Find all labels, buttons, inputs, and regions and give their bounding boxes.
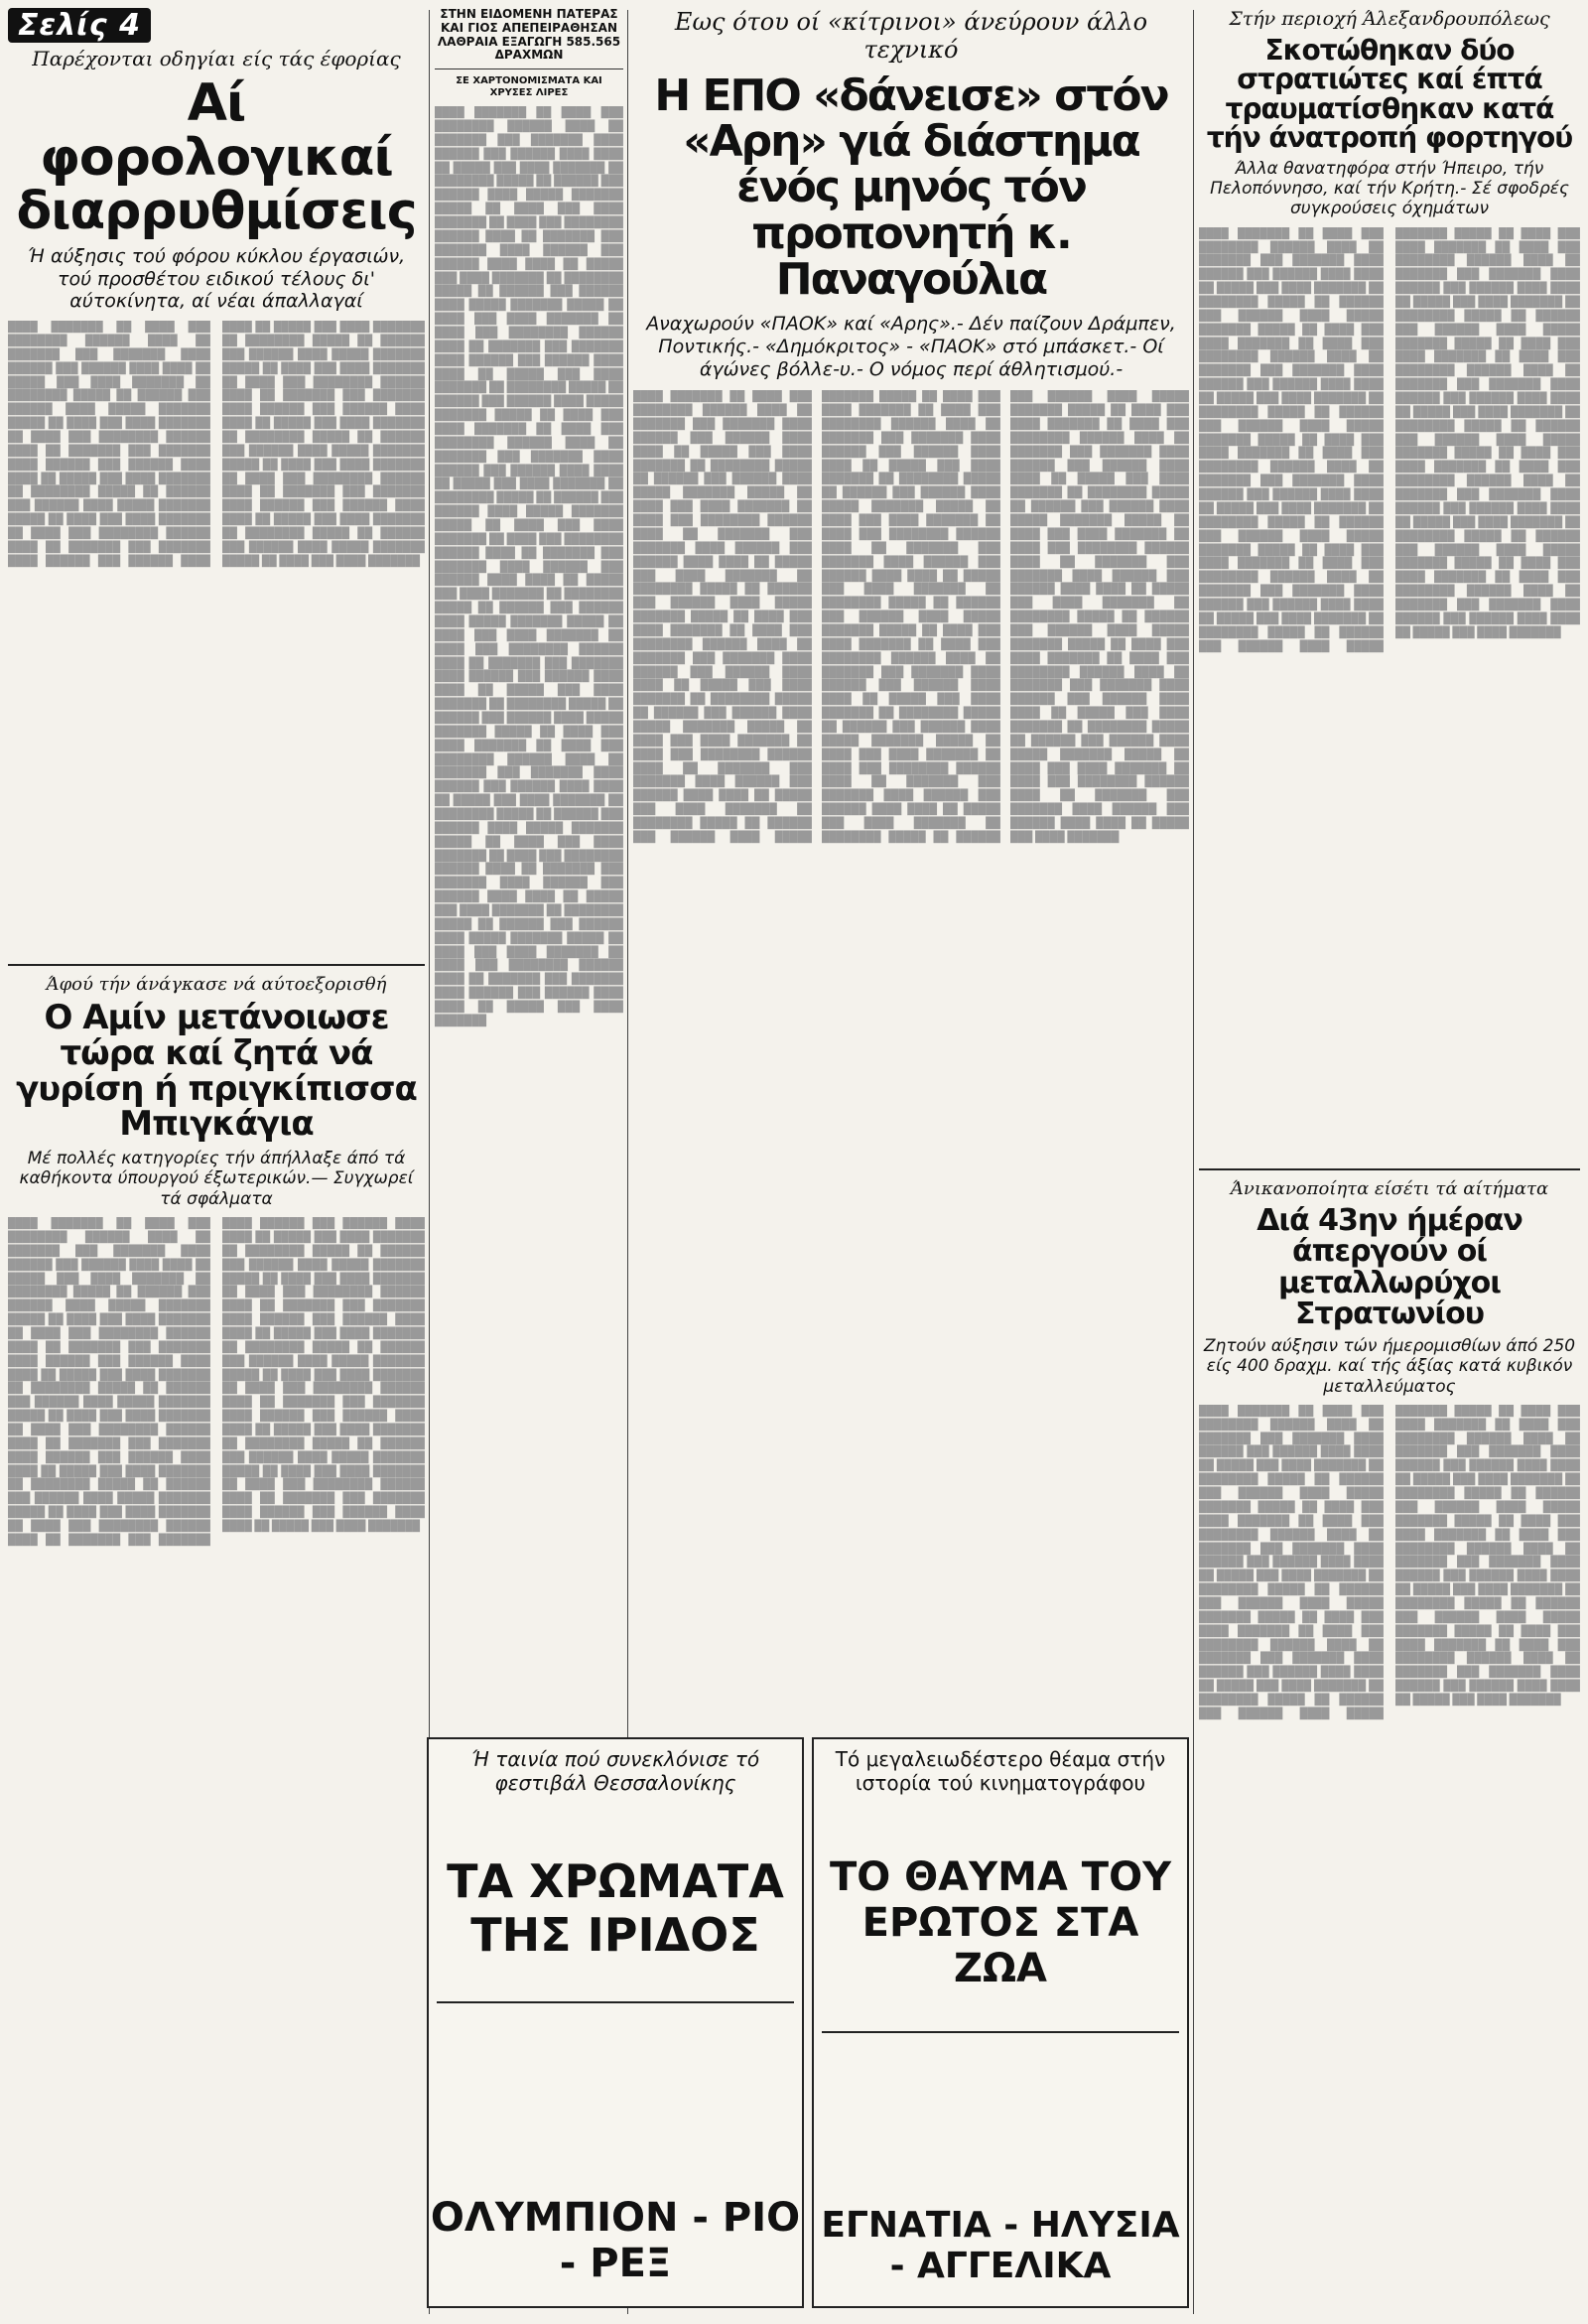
story-subhead: ΣΕ ΧΑΡΤΟΝΟΜΙΣΜΑΤΑ ΚΑΙ ΧΡΥΣΕΣ ΛΙΡΕΣ xyxy=(456,75,602,98)
story-subhead: Άλλα θανατηφόρα στήν Ήπειρο, τήν Πελοπόννησο, καί τήν Κρήτη.- Σέ σφοδρές συγκρούσεις όχημάτων xyxy=(1210,158,1569,219)
story-kicker: Παρέχονται οδηγίαι είς τάς έφορίας xyxy=(32,47,401,70)
story2-kicker: Άνικανοποίητα είσέτι τά αίτήματα xyxy=(1230,1177,1549,1199)
divider xyxy=(435,68,623,69)
article-body-filler: ████ ███████ ██ ████ ███ ████████ ██████ ████ ██ ███████ ███ ███████ ████ ██████ ███ ██████ ████ ████ ██ █████ ███ ████ ███████ ██ ████████ █████ ██ ██████ ███ ██████ ████ █████ ███████ █████ ██ ████ ███ ████ ███████ ██ ████ ███ ████████ ██████ ████ ██ ███████ ███ ███████ ████ ██████ ███ ██████ ████ ████ ██ █████ ███ ████ ███████ ██ ████████ █████ ██ ██████ ███ ██████ ████ █████ ███████ █████ ██ ████ ███ ████ ███████ ██ ████ ███ ████████ ██████ ████ ██ ███████ ███ ███████ ████ ██████ ███ ██████ ████ ████ ██ █████ ███ ████ ███████ ██ ████████ █████ ██ ██████ ███ ██████ ████ █████ ███████ █████ ██ ████ ███ ████ ███████ ██ ████ ███ ████████ ██████ ████ ██ ███████ ███ ███████ ████ ██████ ███ ██████ ████ ████ ██ █████ ███ ████ ███████ ██ ████████ █████ ██ ██████ ███ ██████ ████ █████ ███████ █████ ██ ████ ███ ████ ███████ ██ ████ ███ ████████ ██████ ████ ██ ███████ ███ ███████ ████ ██████ ███ ██████ ████ ████ ██ █████ ███ ████ ███████ ██ ████████ █████ ██ ██████ ███ ██████ ████ █████ ███████ █████ ██ ████ ███ ████ ███████ ██ ████ ███ ████████ ██████ ████ ██ ███████ ███ ███████ ████ ██████ ███ ██████ ████ ████ ██ █████ ███ ████ ███████ ██ ████████ █████ ██ ██████ ███ ██████ ████ █████ ███████ █████ ██ ████ ███ ████ ███████ ██ ████ ███ ████████ ██████ ████ ██ ███████ ███ ███████ ████ ██████ ███ ██████ ████ ████ ██ █████ ███ ████ ███████ xyxy=(8,1218,425,1546)
ad-cinemas: ΟΛΥΜΠΙΟΝ - ΡΙΟ - ΡΕΞ xyxy=(430,2195,801,2286)
story2-headline: Ο Αμίν μετάνοιωσε τώρα καί ζητά νά γυρίση ή πριγκίπισσα Μπιγκάγια xyxy=(16,998,417,1145)
ad-film-title: ΤΟ ΘΑΥΜΑ ΤΟΥ ΕΡΩΤΟΣ ΣΤΑ ΖΩΑ xyxy=(829,1854,1172,1991)
ad-cinemas: ΕΓΝΑΤΙΑ - ΗΛΥΣΙΑ - ΑΓΓΕΛΙΚΑ xyxy=(821,2205,1180,2286)
ad-film-title: ΤΑ ΧΡΩΜΑΤΑ ΤΗΣ ΙΡΙΔΟΣ xyxy=(447,1854,784,1962)
main-headline: Η ΕΠΟ «δάνεισε» στόν «Αρη» γιά διάστημα ένός μηνός τόν προπονητή κ. Παναγούλια xyxy=(654,70,1168,305)
story-subhead: Ή αύξησις τού φόρου κύκλου έργασιών, τού προσθέτου ειδικού τέλους δι' αύτοκίνητα, αί νέαι άπαλλαγαί xyxy=(27,244,406,313)
divider xyxy=(437,2001,794,2003)
column-6 xyxy=(1199,8,1580,2316)
ad-intro: Ή ταινία πού συνεκλόνισε τό φεστιβάλ Θεσσαλονίκης xyxy=(470,1747,760,1795)
cinema-ad-left xyxy=(427,1737,804,2308)
story2-kicker: Άφού τήν άνάγκασε νά αύτοεξορισθή xyxy=(46,974,387,996)
article-body-filler: ████ ███████ ██ ████ ███ ████████ ██████ ████ ██ ███████ ███ ███████ ████ ██████ ███ ██████ ████ ████ ██ █████ ███ ████ ███████ ██ ████████ █████ ██ ██████ ███ ██████ ████ █████ ███████ █████ ██ ████ ███ ████ ███████ ██ ████ ███ ████████ ██████ ████ ██ ███████ ███ ███████ ████ ██████ ███ ██████ ████ ████ ██ █████ ███ ████ ███████ ██ ████████ █████ ██ ██████ ███ ██████ ████ █████ ███████ █████ ██ ████ ███ ████ ███████ ██ ████ ███ ████████ ██████ ████ ██ ███████ ███ ███████ ████ ██████ ███ ██████ ████ ████ ██ █████ ███ ████ ███████ ██ ████████ █████ ██ ██████ ███ ██████ ████ █████ ███████ █████ ██ ████ ███ ████ ███████ ██ ████ ███ ████████ ██████ ████ ██ ███████ ███ ███████ ████ ██████ ███ ██████ ████ ████ ██ █████ ███ ████ ███████ ██ ████████ █████ ██ ██████ ███ ██████ ████ █████ ███████ █████ ██ ████ ███ ████ ███████ ██ ████ ███ ████████ ██████ ████ ██ ███████ ███ ███████ ████ ██████ ███ ██████ ████ ████ ██ █████ ███ ████ ███████ ██ ████████ █████ ██ ██████ ███ ██████ ████ █████ ███████ █████ ██ ████ ███ ████ ███████ ██ ████ ███ ████████ ██████ ████ ██ ███████ ███ ███████ ████ ██████ ███ ██████ ████ ████ ██ █████ ███ ████ ███████ xyxy=(1199,1405,1580,1719)
main-kicker: Εως ότου οί «κίτρινοι» άνεύρουν άλλο τεχνικό xyxy=(674,8,1148,64)
divider xyxy=(1199,1168,1580,1170)
article-body-filler: ████ ███████ ██ ████ ███ ████████ ██████ ████ ██ ███████ ███ ███████ ████ ██████ ███ ██████ ████ ████ ██ █████ ███ ████ ███████ ██ ████████ █████ ██ ██████ ███ ██████ ████ █████ ███████ █████ ██ ████ ███ ████ ███████ ██ ████ ███ ████████ ██████ ████ ██ ███████ ███ ███████ ████ ██████ ███ ██████ ████ ████ ██ █████ ███ ████ ███████ ██ ████████ █████ ██ ██████ ███ ██████ ████ █████ ███████ █████ ██ ████ ███ ████ ███████ ██ ████ ███ ████████ ██████ ████ ██ ███████ ███ ███████ ████ ██████ ███ ██████ ████ ████ ██ █████ ███ ████ ███████ ██ ████████ █████ ██ ██████ ███ ██████ ████ █████ ███████ █████ ██ ████ ███ ████ ███████ ██ ████ ███ ████████ ██████ ████ ██ ███████ ███ ███████ ████ ██████ ███ ██████ ████ ████ ██ █████ ███ ████ ███████ ██ ████████ █████ ██ ██████ ███ ██████ ████ █████ ███████ █████ ██ ████ ███ ████ ███████ ██ ████ ███ ████████ ██████ ████ ██ ███████ ███ ███████ ████ ██████ ███ ██████ ████ ████ ██ █████ ███ ████ ███████ ██ ████████ █████ ██ ██████ ███ ██████ ████ █████ ███████ █████ ██ ████ ███ ████ ███████ xyxy=(8,322,425,567)
main-subhead: Αναχωρούν «ΠΑΟΚ» καί «Αρης».- Δέν παίζουν Δράμπεν, Ποντικής.- «Δημόκριτος» - «ΠΑΟΚ» στό μπάσκετ.- Οί άγώνες βόλλε-υ.- Ο νόμος περί άθλητισμού.- xyxy=(646,312,1176,380)
column-rule xyxy=(1193,10,1194,2314)
article-body-filler: ████ ███████ ██ ████ ███ ████████ ██████ ████ ██ ███████ ███ ███████ ████ ██████ ███ ██████ ████ ████ ██ █████ ███ ████ ███████ ██ ████████ █████ ██ ██████ ███ ██████ ████ █████ ███████ █████ ██ ████ ███ ████ ███████ ██ ████ ███ ████████ ██████ ████ ██ ███████ ███ ███████ ████ ██████ ███ ██████ ████ ████ ██ █████ ███ ████ ███████ ██ ████████ █████ ██ ██████ ███ ██████ ████ █████ ███████ █████ ██ ████ ███ ████ ███████ ██ ████ ███ ████████ ██████ ████ ██ ███████ ███ ███████ ████ ██████ ███ ██████ ████ ████ ██ █████ ███ ████ ███████ ██ ████████ █████ ██ ██████ ███ ██████ ████ █████ ███████ █████ ██ ████ ███ ████ ███████ ██ ████ ███ ████████ ██████ ████ ██ ███████ ███ ███████ ████ ██████ ███ ██████ ████ ████ ██ █████ ███ ████ ███████ ██ ████████ █████ ██ ██████ ███ ██████ ████ █████ ███████ █████ ██ ████ ███ ████ ███████ ██ ████ ███ ████████ ██████ ████ ██ ███████ ███ ███████ ████ ██████ ███ ██████ ████ ████ ██ █████ ███ ████ ███████ ██ ████████ █████ ██ ██████ ███ ██████ ████ █████ ███████ █████ ██ ████ ███ ████ ███████ ██ ████ ███ ████████ ██████ ████ ██ ███████ ███ ███████ ████ ██████ ███ ██████ ████ ████ ██ █████ ███ ████ ███████ ██ ████████ █████ ██ ██████ ███ ██████ ████ █████ ███████ █████ ██ ████ ███ ████ ███████ ██ ████ ███ ████████ ██████ ████ ██ ███████ ███ ███████ ████ ██████ ███ ██████ ████ ████ ██ █████ ███ ████ ███████ ██ ████████ █████ ██ ██████ ███ ██████ ████ █████ ███████ █████ ██ ████ ███ ████ ███████ ██ ████ ███ ████████ ██████ ████ ██ ███████ ███ ███████ ████ ██████ ███ ██████ ████ ████ ██ █████ ███ ████ ███████ ██ ████████ █████ ██ ██████ ███ ██████ ████ █████ ███████ █████ ██ ████ ███ ████ ███████ ██ ████ ███ ████████ ██████ ████ ██ ███████ ███ ███████ ████ ██████ ███ ██████ ████ ████ ██ █████ ███ ████ ███████ ██ ████████ █████ ██ ██████ ███ ██████ ████ █████ ███████ █████ ██ ████ ███ ████ ███████ ██ ████ ███ ████████ ██████ ████ ██ ███████ ███ ███████ ████ ██████ ███ ██████ ████ ████ ██ █████ ███ ████ ███████ ██ ████████ █████ ██ ██████ ███ ██████ ████ █████ ███████ █████ ██ ████ ███ ████ ███████ ██ ████ ███ ████████ ██████ ████ ██ ███████ ███ ███████ ████ ██████ ███ ██████ ████ ████ ██ █████ ███ ████ ███████ ██ ████████ █████ ██ ██████ ███ ██████ ████ █████ ███████ █████ ██ ████ ███ ████ ███████ ██ ████ ███ ████████ ██████ ████ ██ ███████ ███ ███████ ████ ██████ ███ ██████ ████ ████ ██ █████ ███ ████ ███████ xyxy=(633,391,1189,843)
column-1 xyxy=(8,8,425,2316)
story-headline: Σκοτώθηκαν δύο στρατιώτες καί έπτά τραυματίσθηκαν κατά τήν άνατροπή φορτηγού xyxy=(1206,34,1573,155)
story-headline: Αί φορολογικαί διαρρυθμίσεις xyxy=(16,73,417,242)
article-body-filler: ████ ███████ ██ ████ ███ ████████ ██████ ████ ██ ███████ ███ ███████ ████ ██████ ███ ██████ ████ ████ ██ █████ ███ ████ ███████ ██ ████████ █████ ██ ██████ ███ ██████ ████ █████ ███████ █████ ██ ████ ███ ████ ███████ ██ ████ ███ ████████ ██████ ████ ██ ███████ ███ ███████ ████ ██████ ███ ██████ ████ ████ ██ █████ ███ ████ ███████ ██ ████████ █████ ██ ██████ ███ ██████ ████ █████ ███████ █████ ██ ████ ███ ████ ███████ ██ ████ ███ ████████ ██████ ████ ██ ███████ ███ ███████ ████ ██████ ███ ██████ ████ ████ ██ █████ ███ ████ ███████ ██ ████████ █████ ██ ██████ ███ ██████ ████ █████ ███████ █████ ██ ████ ███ ████ ███████ ██ ████ ███ ████████ ██████ ████ ██ ███████ ███ ███████ ████ ██████ ███ ██████ ████ ████ ██ █████ ███ ████ ███████ ██ ████████ █████ ██ ██████ ███ ██████ ████ █████ ███████ █████ ██ ████ ███ ████ ███████ ██ ████ ███ ████████ ██████ ████ ██ ███████ ███ ███████ ████ ██████ ███ ██████ ████ ████ ██ █████ ███ ████ ███████ ██ ████████ █████ ██ ██████ ███ ██████ ████ █████ ███████ █████ ██ ████ ███ ████ ███████ ██ ████ ███ ████████ ██████ ████ ██ ███████ ███ ███████ ████ ██████ ███ ██████ ████ ████ ██ █████ ███ ████ ███████ ██ ████████ █████ ██ ██████ ███ ██████ ████ █████ ███████ █████ ██ ████ ███ ████ ███████ ██ ████ ███ ████████ ██████ ████ ██ ███████ ███ ███████ ████ ██████ ███ ██████ ████ ████ ██ █████ ███ ████ ███████ ██ ████████ █████ ██ ██████ ███ ██████ ████ █████ ███████ █████ ██ ████ ███ ████ ███████ ██ ████ ███ ████████ ██████ ████ ██ ███████ ███ ███████ ████ ██████ ███ ██████ ████ ████ ██ █████ ███ ████ ███████ xyxy=(1199,227,1580,652)
page-logo xyxy=(8,8,425,43)
story2-headline: Διά 43ην ήμέραν άπεργούν οί μεταλλωρύχοι Στρατωνίου xyxy=(1257,1202,1522,1332)
main-story xyxy=(633,8,1189,1728)
story-headline: ΣΤΗΝ ΕΙΔΟΜΕΝΗ ΠΑΤΕΡΑΣ ΚΑΙ ΓΙΟΣ ΑΠΕΠΕΙΡΑΘΗΣΑΝ ΛΑΘΡΑΙΑ ΕΞΑΓΩΓΗ 585.565 ΔΡΑΧΜΩΝ xyxy=(437,8,621,63)
divider xyxy=(822,2031,1179,2033)
article-body-filler: ████ ███████ ██ ████ ███ ████████ ██████ ████ ██ ███████ ███ ███████ ████ ██████ ███ ██████ ████ ████ ██ █████ ███ ████ ███████ ██ ████████ █████ ██ ██████ ███ ██████ ████ █████ ███████ █████ ██ ████ ███ ████ ███████ ██ ████ ███ ████████ ██████ ████ ██ ███████ ███ ███████ ████ ██████ ███ ██████ ████ ████ ██ █████ ███ ████ ███████ ██ ████████ █████ ██ ██████ ███ ██████ ████ █████ ███████ █████ ██ ████ ███ ████ ███████ ██ ████ ███ ████████ ██████ ████ ██ ███████ ███ ███████ ████ ██████ ███ ██████ ████ ████ ██ █████ ███ ████ ███████ ██ ████████ █████ ██ ██████ ███ ██████ ████ █████ ███████ █████ ██ ████ ███ ████ ███████ ██ ████ ███ ████████ ██████ ████ ██ ███████ ███ ███████ ████ ██████ ███ ██████ ████ ████ ██ █████ ███ ████ ███████ ██ ████████ █████ ██ ██████ ███ ██████ ████ █████ ███████ █████ ██ ████ ███ ████ ███████ ██ ████ ███ ████████ ██████ ████ ██ ███████ ███ ███████ ████ ██████ ███ ██████ ████ ████ ██ █████ ███ ████ ███████ ██ ████████ █████ ██ ██████ ███ ██████ ████ █████ ███████ █████ ██ ████ ███ ████ ███████ ██ ████ ███ ████████ ██████ ████ ██ ███████ ███ ███████ ████ ██████ ███ ██████ ████ ████ ██ █████ ███ ████ ███████ ██ ████████ █████ ██ ██████ ███ ██████ ████ █████ ███████ █████ ██ ████ ███ ████ ███████ ██ ████ ███ ████████ ██████ ████ ██ ███████ ███ ███████ ████ ██████ ███ ██████ ████ ████ ██ █████ ███ ████ ███████ ██ ████████ █████ ██ ██████ ███ ██████ ████ █████ ███████ █████ ██ ████ ███ ████ ███████ ██ ████ ███ ████████ ██████ ████ ██ ███████ ███ ███████ ████ ██████ ███ ██████ ████ ████ ██ █████ ███ ████ ███████ ██ ████████ █████ ██ ██████ ███ ██████ ████ █████ ███████ █████ ██ ████ ███ ████ ███████ ██ ████ ███ ████████ ██████ ████ ██ ███████ ███ ███████ ████ ██████ ███ ██████ ████ ████ ██ █████ ███ ████ ███████ xyxy=(435,107,623,1026)
ad-intro: Τό μεγαλειωδέστερο θέαμα στήν ιστορία τού κινηματογράφου xyxy=(835,1747,1166,1795)
story2-subhead: Ζητούν αύξησιν τών ήμερομισθίων άπό 250 είς 400 δραχμ. καί τής άξίας κατά κυβικόν μεταλλεύματος xyxy=(1203,1335,1576,1397)
divider xyxy=(8,964,425,966)
story-kicker: Στήν περιοχή Άλεξανδρουπόλεως xyxy=(1229,8,1550,30)
story2-subhead: Μέ πολλές κατηγορίες τήν άπήλλαξε άπό τά καθήκοντα ύπουργού έξωτερικών.— Συγχωρεί τά σφάλματα xyxy=(19,1148,414,1209)
cinema-ad-right xyxy=(812,1737,1189,2308)
page-number-badge: Σελίς 4 xyxy=(8,8,151,43)
